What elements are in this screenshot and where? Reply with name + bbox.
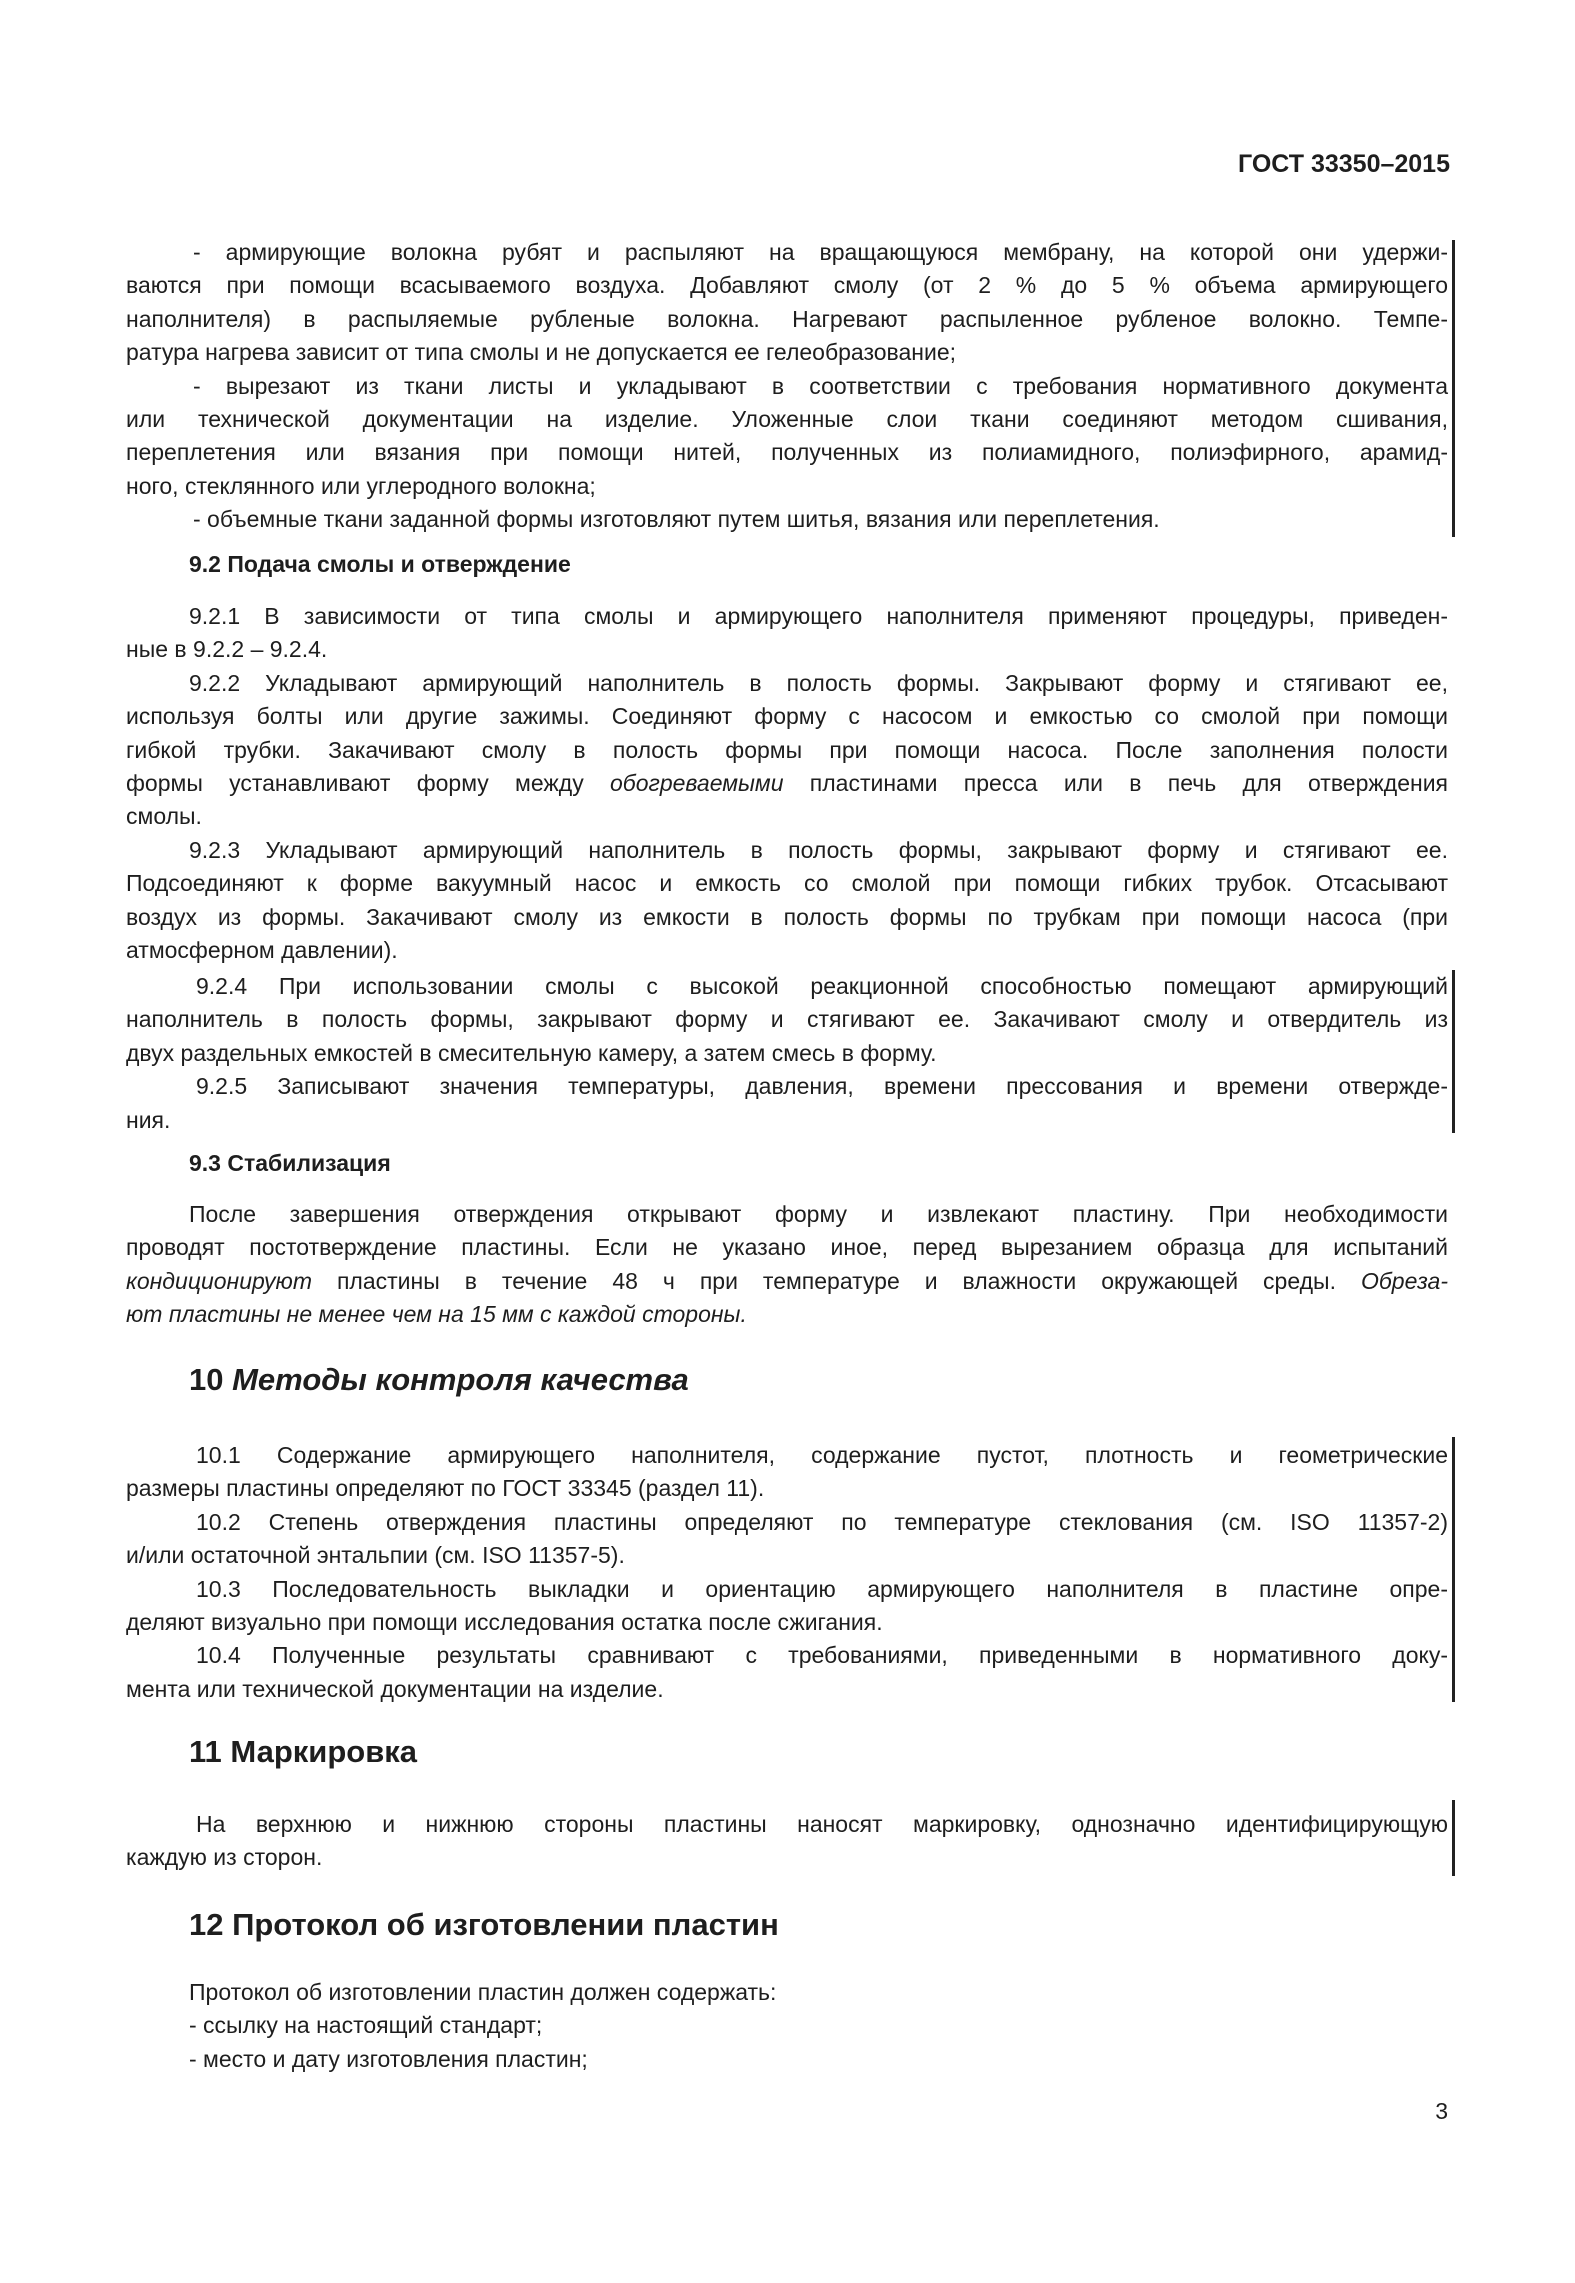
text-line: наполнителя) в распыляемые рубленые волокна. Нагревают распыленное рубленое волокно. Темпе- [126,305,1448,332]
italic-text: кондиционируют [126,1267,312,1294]
section-12-text [126,1976,1448,2076]
italic-text: ют пластины не менее чем на 15 мм с каждой стороны. [126,1301,747,1328]
text-line: атмосферном давлении). [126,937,398,964]
document-designation: ГОСТ 33350–2015 [1238,150,1450,178]
text-line: проводят постотверждение пластины. Если не указано иное, перед вырезанием образца для испытаний [126,1234,1448,1261]
fiber-prep-list [126,236,1448,537]
page-number: 3 [1435,2098,1448,2124]
text-line: деляют визуально при помощи исследования остатка после сжигания. [126,1609,883,1636]
text-line: - вырезают из ткани листы и укладывают в соответствии с требования нормативного документа [193,372,1448,399]
heading-12: 12 Протокол об изготовлении пластин [189,1907,779,1942]
text-line: На верхнюю и нижнюю стороны пластины наносят маркировку, однозначно идентифицирующую [196,1811,1448,1837]
text: формы устанавливают форму между [126,770,610,797]
text-line [126,1298,1448,1331]
heading-11: 11 Маркировка [189,1734,418,1769]
text-line: - ссылку на настоящий стандарт; [189,2012,543,2039]
text-line: двух раздельных емкостей в смесительную камеру, а затем смесь в форму. [126,1039,937,1066]
text-line: Подсоединяют к форме вакуумный насос и емкость со смолой при помощи гибких трубок. Отсасывают [126,870,1448,897]
text-line: 10.2 Степень отверждения пластины определяют по температуре стеклования (см. ISO 11357-2) [196,1508,1448,1535]
text-line: 10.4 Полученные результаты сравнивают с требованиями, приведенными в нормативного доку- [196,1642,1448,1669]
change-bar [1452,1437,1455,1702]
text-line: 9.2.3 Укладывают армирующий наполнитель в полость формы, закрывают форму и стягивают ее. [189,836,1448,863]
text-line: размеры пластины определяют по ГОСТ 33345 (раздел 11). [126,1475,765,1502]
heading-9-3: 9.3 Стабилизация [189,1150,391,1176]
change-bar [1452,970,1455,1133]
text-line: После завершения отверждения открывают форму и извлекают пластину. При необходимости [189,1201,1448,1227]
text-line: или технической документации на изделие. Уложенные слои ткани соединяют методом сшивания, [126,406,1448,433]
text-line: ваются при помощи всасываемого воздуха. Добавляют смолу (от 2 % до 5 % объема армирующего [126,272,1448,299]
text-line: - армирующие волокна рубят и распыляют на вращающуюся мембрану, на которой они удержи- [193,239,1448,265]
italic-text: обогреваемыми [609,770,784,797]
text-line: мента или технической документации на изделие. [126,1675,664,1702]
text-line [126,767,1448,800]
text-line: 9.2.2 Укладывают армирующий наполнитель в полость формы. Закрывают форму и стягивают ее, [189,669,1448,696]
section-9-2-4-to-9-2-5 [126,970,1448,1137]
heading-10 [189,1362,689,1398]
text-line: ния. [126,1106,171,1133]
text-line: Протокол об изготовлении пластин должен содержать: [189,1979,777,2005]
italic-text: Обреза- [1360,1267,1448,1294]
heading-10-title: Методы контроля качества [232,1362,689,1397]
text-line: наполнитель в полость формы, закрывают форму и стягивают ее. Закачивают смолу и отвердитель из [126,1006,1448,1033]
text-line: 9.2.4 При использовании смолы с высокой реакционной способностью помещают армирующий [196,973,1448,999]
text-line: гибкой трубки. Закачивают смолу в полость формы при помощи насоса. После заполнения полости [126,736,1448,763]
text-line: 9.2.5 Записывают значения температуры, давления, времени прессования и времени отвержде- [196,1073,1448,1100]
section-11-text [126,1808,1448,1875]
heading-9-2: 9.2 Подача смолы и отверждение [189,551,571,577]
text-line: 10.3 Последовательность выкладки и ориентацию армирующего наполнителя в пластине опре- [196,1575,1448,1602]
section-9-3-text [126,1198,1448,1332]
text-line: 10.1 Содержание армирующего наполнителя, содержание пустот, плотность и геометрические [196,1442,1448,1468]
text-line: 9.2.1 В зависимости от типа смолы и армирующего наполнителя применяют процедуры, приведен- [189,603,1448,629]
text-line: смолы. [126,803,202,830]
section-9-2-1-to-9-2-3 [126,600,1448,967]
text: пластины в течение 48 ч при температуре и влажности окружающей среды. [311,1267,1361,1294]
change-bar [1452,240,1455,537]
text-line: ного, стеклянного или углеродного волокна; [126,472,596,499]
text-line: ратура нагрева зависит от типа смолы и не допускается ее гелеобразование; [126,339,957,366]
text-line: переплетения или вязания при помощи нитей, полученных из полиамидного, полиэфирного, арамид- [126,439,1448,466]
text-line: каждую из сторон. [126,1844,323,1871]
text-line: используя болты или другие зажимы. Соединяют форму с насосом и емкостью со смолой при помощи [126,703,1448,730]
text-line: - объемные ткани заданной формы изготовляют путем шитья, вязания или переплетения. [193,506,1160,533]
heading-10-number: 10 [189,1362,233,1397]
change-bar [1452,1800,1455,1876]
text-line: воздух из формы. Закачивают смолу из емкости в полость формы по трубкам при помощи насоса (при [126,903,1448,930]
text-line: - место и дату изготовления пластин; [189,2045,588,2072]
text-line: и/или остаточной энтальпии (см. ISO 11357-5). [126,1542,625,1569]
text-line [126,1265,1448,1298]
text-line: ные в 9.2.2 – 9.2.4. [126,636,328,663]
section-10-text [126,1439,1448,1706]
text: пластинами пресса или в печь для отверждения [783,770,1448,797]
